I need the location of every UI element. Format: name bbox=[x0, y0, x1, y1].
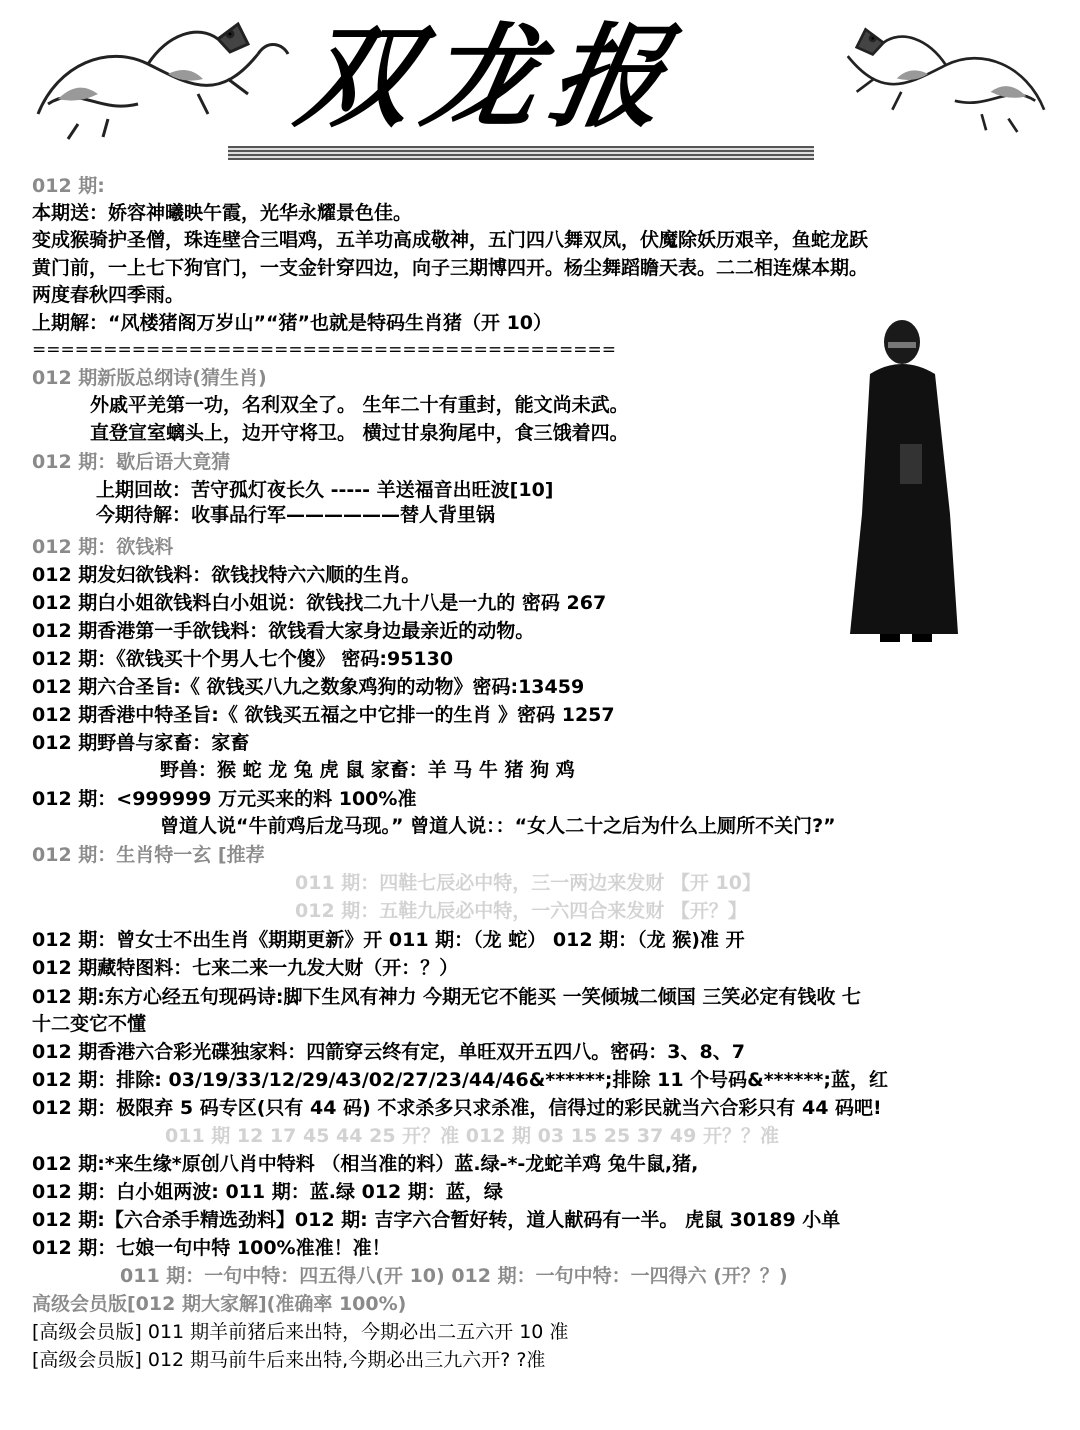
text-line: 十二变它不懂 bbox=[32, 1013, 147, 1035]
text-line: 变成猴骑护圣僧，珠连壁合三唱鸡，五羊功高成敬神，五门四八舞双凤，伏魔除妖历艰辛，鱼蛇龙跃 bbox=[32, 229, 869, 251]
text-line: 012 期：排除: 03/19/33/12/29/43/02/27/23/44/46&******;排除 11 个号码&******;蓝，红 bbox=[32, 1069, 888, 1091]
text-line: 上期解：“风楼猪阁万岁山”“猪”也就是特码生肖猪（开 10） bbox=[32, 312, 553, 334]
text-line: 黄门前，一上七下狗官门，一支金针穿四边，向子三期博四开。杨尘舞蹈瞻天表。二二相连煤本期。 bbox=[32, 257, 869, 279]
faded-line: 011 期：四鞋七辰必中特，三一两边来发财 【开 10】 bbox=[295, 872, 761, 894]
text-line: 野兽：猴 蛇 龙 兔 虎 鼠 家畜：羊 马 牛 猪 狗 鸡 bbox=[160, 759, 575, 781]
issue-number-line: 012 期: bbox=[32, 175, 105, 197]
text-line: 012 期六合圣旨:《 欲钱买八九之数象鸡狗的动物》密码:13459 bbox=[32, 676, 585, 698]
text-line: 012 期发妇欲钱料：欲钱找特六六顺的生肖。 bbox=[32, 564, 421, 586]
text-line: 012 期野兽与家畜：家畜 bbox=[32, 732, 250, 754]
text-line: 012 期:【六合杀手精选劲料】012 期: 吉字六合暂好转，道人献码有一半。 虎鼠 30189 小单 bbox=[32, 1209, 841, 1231]
section-heading: 高级会员版[012 期大家解](准确率 100%) bbox=[32, 1293, 407, 1315]
text-line: 012 期：白小姐两波: 011 期：蓝.绿 012 期：蓝，绿 bbox=[32, 1181, 503, 1203]
section-heading: 012 期：生肖特一玄 [推荐 bbox=[32, 844, 265, 866]
section-heading: 012 期新版总纲诗(猜生肖) bbox=[32, 367, 267, 389]
text-line: 012 期：《欲钱买十个男人七个傻》 密码:95130 bbox=[32, 648, 454, 670]
text-line: 本期送：娇容神曦映午霞，光华永耀景色佳。 bbox=[32, 202, 413, 224]
divider-line: ========================================= bbox=[32, 340, 617, 360]
masthead-header bbox=[0, 0, 1080, 170]
masthead-rule bbox=[228, 146, 814, 160]
text-line: [高级会员版] 012 期马前牛后来出特,今期必出三九六开? ?准 bbox=[32, 1349, 546, 1371]
standing-figure-illustration bbox=[840, 314, 970, 644]
poem-line: 外戚平羌第一功，名利双全了。 生年二十有重封，能文尚未武。 bbox=[90, 394, 629, 416]
poem-line: 直登宣室螭头上，边开守将卫。 横过甘泉狗尾中，食三饿着四。 bbox=[90, 422, 629, 444]
section-heading: 012 期：欲钱料 bbox=[32, 536, 174, 558]
text-line: 012 期香港六合彩光碟独家料：四箭穿云终有定，单旺双开五四八。密码：3、8、7 bbox=[32, 1041, 745, 1063]
text-line: 012 期：极限弃 5 码专区(只有 44 码) 不求杀多只求杀准，信得过的彩民就当六合彩只有 44 码吧! bbox=[32, 1097, 882, 1119]
faded-line: 011 期：一句中特：四五得八(开 10) 012 期：一句中特：一四得六 (开？？) bbox=[120, 1265, 788, 1287]
text-line: 012 期：七娘一句中特 100%准准！准！ bbox=[32, 1237, 391, 1259]
masthead-title: 双龙报 bbox=[288, 12, 690, 143]
text-line: 012 期：<999999 万元买来的料 100%准 bbox=[32, 788, 417, 810]
text-line: 012 期:*来生缘*原创八肖中特料 （相当准的料）蓝.绿-*-龙蛇羊鸡 兔牛鼠,猪, bbox=[32, 1153, 699, 1175]
text-line: 012 期白小姐欲钱料白小姐说：欲钱找二九十八是一九的 密码 267 bbox=[32, 592, 607, 614]
text-line: 两度春秋四季雨。 bbox=[32, 284, 185, 306]
text-line: 曾道人说“牛前鸡后龙马现。” 曾道人说：：“女人二十之后为什么上厕所不关门?” bbox=[160, 815, 836, 837]
section-heading: 012 期：歇后语大竟猜 bbox=[32, 451, 231, 473]
dragon-emblem-left-icon bbox=[18, 4, 298, 144]
dragon-emblem-right-icon bbox=[812, 4, 1062, 144]
text-line: 上期回故：苦守孤灯夜长久 ----- 羊送福音出旺波[10] bbox=[96, 479, 554, 501]
text-line: 012 期:东方心经五句现码诗:脚下生风有神力 今期无它不能买 一笑倾城二倾国 三笑必定有钱收 七 bbox=[32, 986, 861, 1008]
text-line: 012 期香港中特圣旨:《 欲钱买五福之中它排一的生肖 》密码 1257 bbox=[32, 704, 615, 726]
text-line: [高级会员版] 011 期羊前猪后来出特，今期必出二五六开 10 准 bbox=[32, 1321, 569, 1343]
text-line: 012 期香港第一手欲钱料：欲钱看大家身边最亲近的动物。 bbox=[32, 620, 535, 642]
text-line: 012 期：曾女士不出生肖《期期更新》开 011 期：（龙 蛇） 012 期：（龙 猴)准 开 bbox=[32, 929, 745, 951]
text-line: 今期待解：收事品行军——————替人背里锅 bbox=[96, 504, 496, 526]
text-line: 012 期藏特图料：七来二来一九发大财（开：？） bbox=[32, 957, 459, 979]
faded-line: 011 期 12 17 45 44 25 开？准 012 期 03 15 25 37 49 开？？准 bbox=[165, 1125, 779, 1147]
faded-line: 012 期：五鞋九辰必中特，一六四合来发财 【开？】 bbox=[295, 900, 747, 922]
